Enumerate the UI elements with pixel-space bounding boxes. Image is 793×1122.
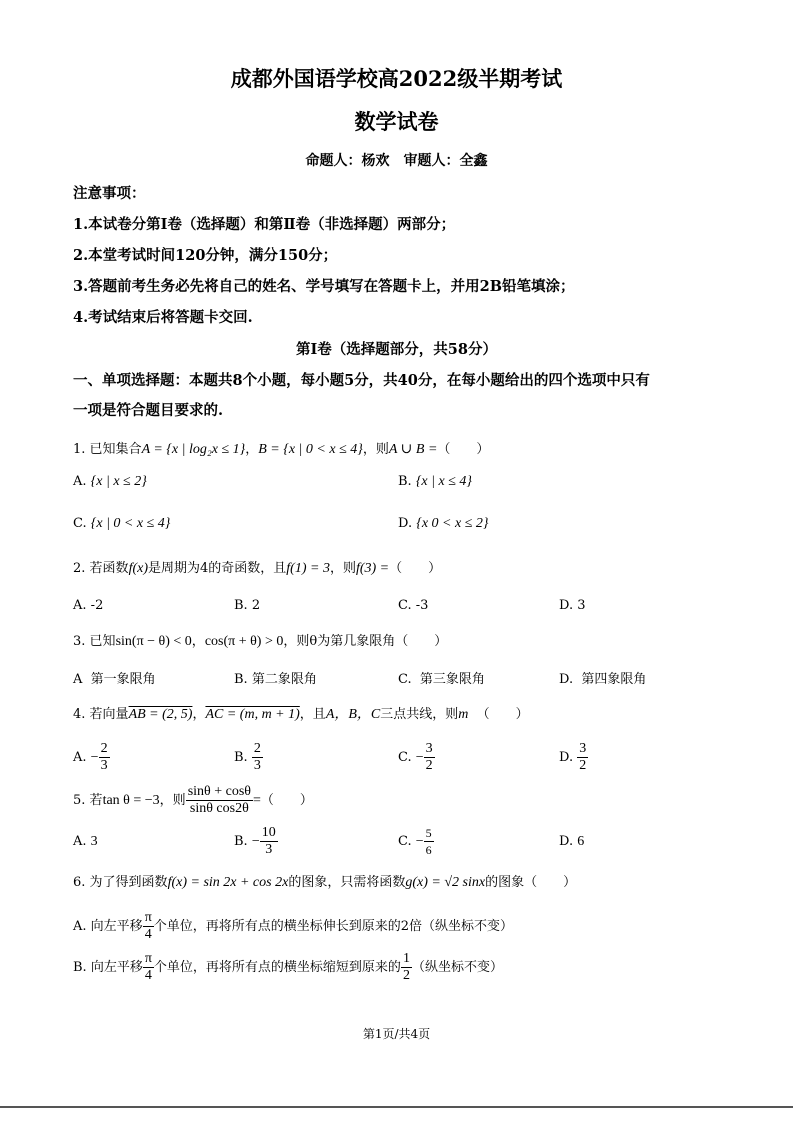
option-a: [73, 668, 156, 687]
option-text: 3: [577, 598, 586, 613]
answer-paren: （ ）: [437, 442, 490, 457]
option-d: [398, 516, 489, 532]
question-number: 2.: [73, 561, 86, 576]
option-text: 向左平移: [90, 960, 143, 975]
option-d: [559, 834, 584, 850]
math-expression: f(x) = sin 2x + cos 2x: [167, 875, 289, 890]
fraction-numerator: 10: [261, 825, 276, 840]
fraction-denominator: 3: [100, 758, 108, 773]
option-label: B.: [73, 960, 87, 975]
option-label: B.: [234, 750, 248, 765]
fraction-denominator: 2: [425, 758, 433, 773]
option-label: C.: [398, 598, 412, 613]
fraction-numerator: π: [144, 951, 152, 966]
option-b: [234, 741, 263, 774]
fraction-denominator: 3: [265, 842, 273, 857]
option-label: B.: [234, 834, 248, 849]
option-text: 个单位，再将所有点的横坐标缩短到原来的: [153, 960, 401, 975]
question-text: 若: [89, 793, 103, 808]
option-label: B.: [234, 598, 248, 613]
option-b: [398, 474, 472, 490]
question-number: 5.: [73, 793, 86, 808]
question-text: ，: [245, 442, 259, 457]
bottom-divider: [0, 1106, 793, 1108]
option-text: 第二象限角: [251, 672, 317, 687]
fraction-numerator: 2: [100, 741, 108, 756]
option-text: 6: [577, 834, 585, 849]
math-expression: B = {x | 0 < x ≤ 4}: [258, 442, 363, 457]
option-label: D.: [398, 516, 413, 531]
exam-title: 成都外国语学校高2022级半期考试: [230, 66, 563, 91]
option-text: 个单位，再将所有点的横坐标伸长到原来的2倍（纵坐标不变）: [153, 919, 514, 934]
option-sign: −: [251, 834, 260, 849]
math-expression: f(3) =: [355, 561, 390, 576]
option-label: A.: [73, 598, 87, 613]
question-text: 是周期为4的奇函数，且: [148, 561, 287, 576]
authors-line: 命题人：杨欢 审题人：全鑫: [305, 153, 488, 169]
answer-paren: （ ）: [395, 634, 448, 649]
question-6: [73, 871, 576, 891]
answer-paren: （ ）: [389, 561, 442, 576]
option-text: 第一象限角: [90, 672, 156, 687]
option-a: [73, 474, 147, 490]
question-text: 若函数: [89, 561, 129, 576]
option-b: [234, 668, 317, 687]
option-label: A.: [73, 474, 87, 489]
option-c: [398, 598, 428, 613]
option-text: -2: [90, 598, 104, 613]
fraction-numerator: sinθ + cosθ: [187, 784, 251, 799]
notice-item: 3.答题前考生务必先将自己的姓名、学号填写在答题卡上，并用2B铅笔填涂；: [73, 278, 575, 295]
option-label: C.: [398, 750, 412, 765]
option-fraction: [143, 910, 154, 943]
fraction-denominator: 4: [144, 968, 152, 983]
option-fraction: [401, 951, 412, 984]
notice-item: 4.考试结束后将答题卡交回.: [73, 309, 253, 326]
question-4: [73, 703, 529, 723]
notice-item: 1.本试卷分第Ⅰ卷（选择题）和第Ⅱ卷（非选择题）两部分；: [73, 216, 456, 233]
question-3: [73, 630, 447, 650]
question-number: 4.: [73, 707, 86, 722]
question-5: [73, 784, 313, 817]
fraction-denominator: 2: [402, 968, 410, 983]
fraction-numerator: 3: [579, 741, 587, 756]
question-1: [73, 438, 489, 458]
question-text: 已知集合: [89, 442, 142, 457]
math-expression: A ∪ B =: [388, 442, 438, 457]
question-text: ，: [191, 634, 205, 649]
answer-paren: （ ）: [476, 707, 529, 722]
option-sign: −: [415, 834, 424, 849]
fraction-denominator: 3: [253, 758, 261, 773]
option-fraction: [424, 825, 434, 858]
option-label: A.: [73, 750, 87, 765]
option-d: [559, 741, 588, 774]
option-a: [73, 598, 103, 613]
math-expression: f(1) = 3: [286, 561, 330, 576]
option-label: A.: [73, 834, 87, 849]
option-b: [73, 951, 503, 984]
question-fraction: [186, 784, 253, 817]
option-c: [398, 825, 434, 858]
option-fraction: [424, 741, 435, 774]
question-text: ，则: [362, 442, 389, 457]
section-title: 第Ⅰ卷（选择题部分，共58分）: [296, 341, 497, 358]
vector-expression: AC = (m, m + 1): [205, 707, 300, 722]
fraction-denominator: 2: [579, 758, 587, 773]
option-d: [559, 668, 646, 687]
question-text: ，: [192, 707, 206, 722]
question-text: 已知: [89, 634, 116, 649]
fraction-numerator: 3: [425, 741, 433, 756]
option-fraction: [143, 951, 154, 984]
vector-expression: AB = (2, 5): [128, 707, 193, 722]
option-fraction: [252, 741, 263, 774]
math-expression: f(x): [128, 561, 148, 576]
option-a: [73, 910, 513, 943]
option-fraction: [577, 741, 588, 774]
option-b: [234, 825, 278, 858]
option-d: [559, 598, 586, 613]
option-text: 第三象限角: [419, 672, 485, 687]
option-text: 向左平移: [90, 919, 143, 934]
fraction-numerator: π: [144, 910, 152, 925]
option-c: [398, 741, 435, 774]
question-text: 为了得到函数: [89, 875, 168, 890]
fraction-numerator: 1: [402, 951, 410, 966]
question-text: 的图象: [485, 875, 525, 890]
question-text: 的图象，只需将函数: [288, 875, 406, 890]
question-text: 若向量: [89, 707, 129, 722]
option-fraction: [99, 741, 110, 774]
question-2: [73, 557, 441, 577]
math-expression: g(x) = √2 sinx: [405, 875, 486, 890]
math-expression: A，B，C: [325, 707, 381, 722]
option-b: [234, 598, 260, 613]
fraction-numerator: 2: [253, 741, 261, 756]
exam-subtitle: 数学试卷: [354, 109, 439, 134]
option-sign: −: [90, 750, 99, 765]
option-text: -3: [415, 598, 429, 613]
math-expression: m: [458, 707, 469, 722]
option-label: D.: [559, 672, 574, 687]
section-instruction: 一、单项选择题：本题共8个小题，每小题5分，共40分，在每小题给出的四个选项中只有: [73, 372, 650, 389]
option-label: A: [73, 672, 83, 687]
option-label: C.: [398, 672, 412, 687]
option-a: [73, 834, 98, 850]
option-label: D.: [559, 750, 574, 765]
question-number: 1.: [73, 442, 86, 457]
fraction-denominator: 4: [144, 927, 152, 942]
equals-sign: =: [253, 793, 261, 808]
option-text: 2: [251, 598, 261, 613]
math-expression: tan θ = −3: [102, 793, 160, 808]
option-sign: −: [415, 750, 424, 765]
option-c: [73, 516, 170, 532]
option-label: C.: [73, 516, 87, 531]
option-label: B.: [398, 474, 412, 489]
math-expression: sin(π − θ) < 0: [115, 634, 192, 649]
option-label: B.: [234, 672, 248, 687]
question-text: ，则: [159, 793, 186, 808]
notice-item: 2.本堂考试时间120分钟，满分150分；: [73, 247, 338, 264]
option-c: [398, 668, 485, 687]
option-fraction: [260, 825, 278, 858]
question-text: 三点共线，则: [380, 707, 459, 722]
notice-heading: 注意事项：: [73, 185, 146, 202]
option-math: {x 0 < x ≤ 2}: [416, 516, 489, 531]
fraction-denominator: 6: [425, 843, 432, 857]
question-text: ，且: [299, 707, 326, 722]
option-math: {x | 0 < x ≤ 4}: [90, 516, 171, 531]
section-instruction: 一项是符合题目要求的.: [73, 402, 224, 419]
math-expression: A = {x | log₂x ≤ 1}: [141, 442, 246, 457]
option-label: A.: [73, 919, 87, 934]
math-expression: cos(π + θ) > 0: [204, 634, 284, 649]
question-number: 6.: [73, 875, 86, 890]
option-text: （纵坐标不变）: [411, 960, 503, 975]
option-math: {x | x ≤ 2}: [90, 474, 147, 489]
fraction-numerator: 5: [425, 826, 432, 840]
question-number: 3.: [73, 634, 86, 649]
fraction-denominator: sinθ cos2θ: [189, 801, 249, 816]
question-text: ，则: [329, 561, 356, 576]
option-text: 第四象限角: [581, 672, 647, 687]
option-label: D.: [559, 834, 574, 849]
answer-paren: （ ）: [260, 793, 313, 808]
option-label: C.: [398, 834, 412, 849]
page-number: 第1页/共4页: [362, 1027, 431, 1041]
answer-paren: （ ）: [524, 875, 577, 890]
option-label: D.: [559, 598, 574, 613]
option-math: {x | x ≤ 4}: [415, 474, 472, 489]
question-text: ，则θ为第几象限角: [283, 634, 396, 649]
option-text: 3: [90, 834, 98, 849]
option-a: [73, 741, 110, 774]
